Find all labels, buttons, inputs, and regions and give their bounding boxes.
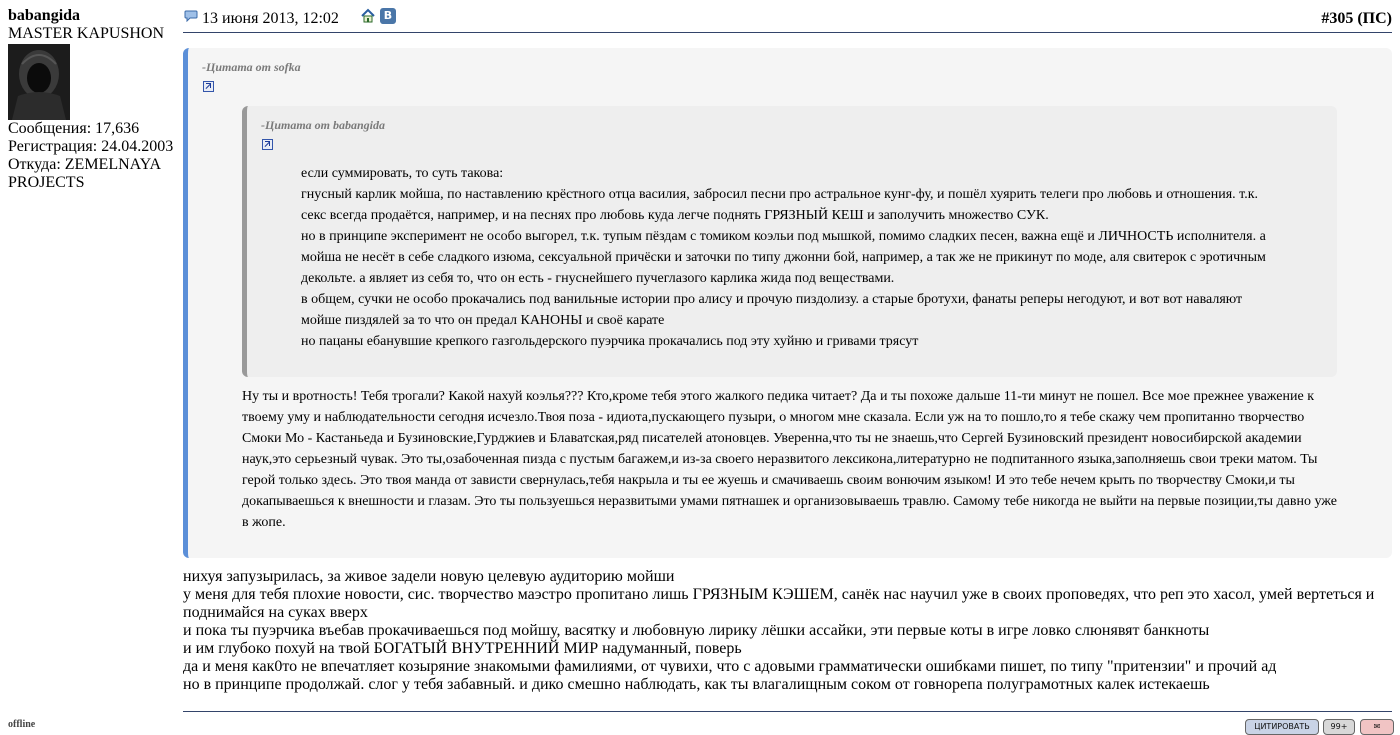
quote-line: но пацаны ебанувшие крепкого газгольдерского пуэрчика прокачались под эту хуйню и гривами трясут xyxy=(301,334,919,349)
inner-quote-author: -Цитата от babangida xyxy=(261,118,386,132)
inner-quote xyxy=(242,106,1337,377)
post-line: поднимайся на суках вверх xyxy=(183,604,368,621)
user-location: Откуда: ZEMELNAYA xyxy=(8,156,162,173)
quote-line: докапываешься к внешности и глазам. Это ты пользуешься неразвитыми умами пятнашек и организовываешь травлю. Самому тебе никогда не выйти на первые позиции,ты давно уже xyxy=(242,494,1337,509)
quote-line: в общем, сучки не особо прокачались под ванильные истории про алису и прочую пиздолизу. а старые бротухи, фанаты реперы негодуют, и вот вот наваляют xyxy=(301,292,1243,307)
post-line: да и меня как0то не впечатляет козыряние знакомыми фамилиями, от чувихи, что с адовыми грамматически ошибками пишет, по типу "притензии" и прочий ад xyxy=(183,658,1277,675)
vk-icon[interactable]: B xyxy=(380,8,396,24)
username[interactable]: babangida xyxy=(8,7,81,24)
post-line: и им глубоко похуй на твой БОГАТЫЙ ВНУТРЕННИЙ МИР надуманный, поверь xyxy=(183,640,742,657)
post-line: и пока ты пуэрчика въебав прокачиваешься под мойшу, васятку и любовную лирику лёшки ассайки, эти первые коты в игре ловко слюнявят банкноты xyxy=(183,622,1210,639)
quote-line: герой только здесь. Это твоя манда от зависти свернулась,тебя накрыла и ты ее жуешь и смачиваешь своим вонючим языком! И это тебе нечем крыть по творчеству Смоки,и ты xyxy=(242,473,1295,488)
user-info xyxy=(8,7,178,192)
post-line: но в принципе продолжай. слог у тебя забавный. и дико смешно наблюдать, как ты влагалищным соком от говнорепа полуграмотных калек истекаешь xyxy=(183,676,1210,693)
quote-source-link-icon[interactable] xyxy=(262,139,273,150)
quote-line: Смоки Мо - Кастаньеда и Бузиновские,Гурджиев и Блаватская,ряд писателей атоновцев. Уверенна,что ты не знаешь,что Сергей Бузиновский президент новосибирской академии xyxy=(242,431,1302,446)
quote-line: твоему уму и наблюдательности сегодня исчезло.Твоя поза - идиота,пускающего пузыри, о многом мне сказала. Если уж на то пошло,то я тебе скажу чем пропитанно творчество xyxy=(242,410,1305,425)
post-number[interactable]: #305 (ПС) xyxy=(1321,10,1392,27)
post-icon xyxy=(184,10,198,22)
post-date: 13 июня 2013, 12:02 xyxy=(202,10,339,27)
multiquote-button[interactable]: 99+ xyxy=(1323,719,1355,735)
post-line: у меня для тебя плохие новости, сис. творчество маэстро пропитано лишь ГРЯЗНЫМ КЭШЕМ, санёк нас научил уже в своих проповедях, что реп это хасол, умей вертеться и xyxy=(183,586,1375,603)
post-line: нихуя запузырилась, за живое задели новую целевую аудиторию мойши xyxy=(183,568,675,585)
quote-line: секс всегда продаётся, например, и на песнях про любовь куда легче поднять ГРЯЗНЫЙ КЕШ и заполучить множество СУК. xyxy=(301,208,1049,223)
outer-quote xyxy=(183,48,1392,558)
home-icon[interactable] xyxy=(360,8,376,24)
user-location-cont: PROJECTS xyxy=(8,174,85,191)
quote-line: наук,это серьезный чувак. Это ты,озабоченная пизда с пустым багажем,и из-за своего неразвитого лексикона,литературно не подпитанного языка,заполняешь свои треки матом. Ты xyxy=(242,452,1318,467)
post-header xyxy=(183,6,1392,33)
quote-line: декольте. а являет из себя то, что он есть - гнуснейшего пучеглазого карлика жида под веществами. xyxy=(301,271,895,286)
quote-source-link-icon[interactable] xyxy=(203,81,214,92)
private-message-button[interactable]: ✉ xyxy=(1360,719,1394,735)
inner-quote-text xyxy=(301,163,1301,352)
outer-quote-author: -Цитата от sofka xyxy=(202,60,301,74)
quote-line: если суммировать, то суть такова: xyxy=(301,166,504,181)
quote-line: мойша не несёт в себе сладкого изюма, сексуальной причёски и заточки по типу джонни бой, например, а так же не прикинут по моде, аля свитерок с эротичным xyxy=(301,250,1266,265)
user-posts-count: Сообщения: 17,636 xyxy=(8,120,140,137)
quote-line: гнусный карлик мойша, по наставлению крёстного отца василия, забросил песни про астральное кунг-фу, и пошёл хуярить телеги про любовь и отношения. т.к. xyxy=(301,187,1259,202)
cite-button[interactable]: ЦИТИРОВАТЬ xyxy=(1245,719,1319,735)
quote-line: мойше пиздялей за то что он предал КАНОНЫ и своё карате xyxy=(301,313,665,328)
quote-line: но в принципе эксперимент не особо выгорел, т.к. тупым пёздам с томиком коэльи под мышкой, помимо сладких песен, важна ещё и ЛИЧНОСТЬ исполнителя. а xyxy=(301,229,1266,244)
quote-line: Ну ты и вротность! Тебя трогали? Какой нахуй коэлья??? Кто,кроме тебя этого жалкого педика читает? Да и ты похоже дальше 11-ти минут не пошел. Все мое прежнее уважение к xyxy=(242,389,1314,404)
quote-line: в жопе. xyxy=(242,515,286,530)
post-footer xyxy=(183,711,1392,732)
online-status: offline xyxy=(8,719,36,730)
outer-quote-text xyxy=(242,386,1342,533)
avatar[interactable] xyxy=(8,44,70,120)
user-registered: Регистрация: 24.04.2003 xyxy=(8,138,174,155)
post-body xyxy=(183,568,1392,694)
user-rank: MASTER KAPUSHON xyxy=(8,25,165,42)
